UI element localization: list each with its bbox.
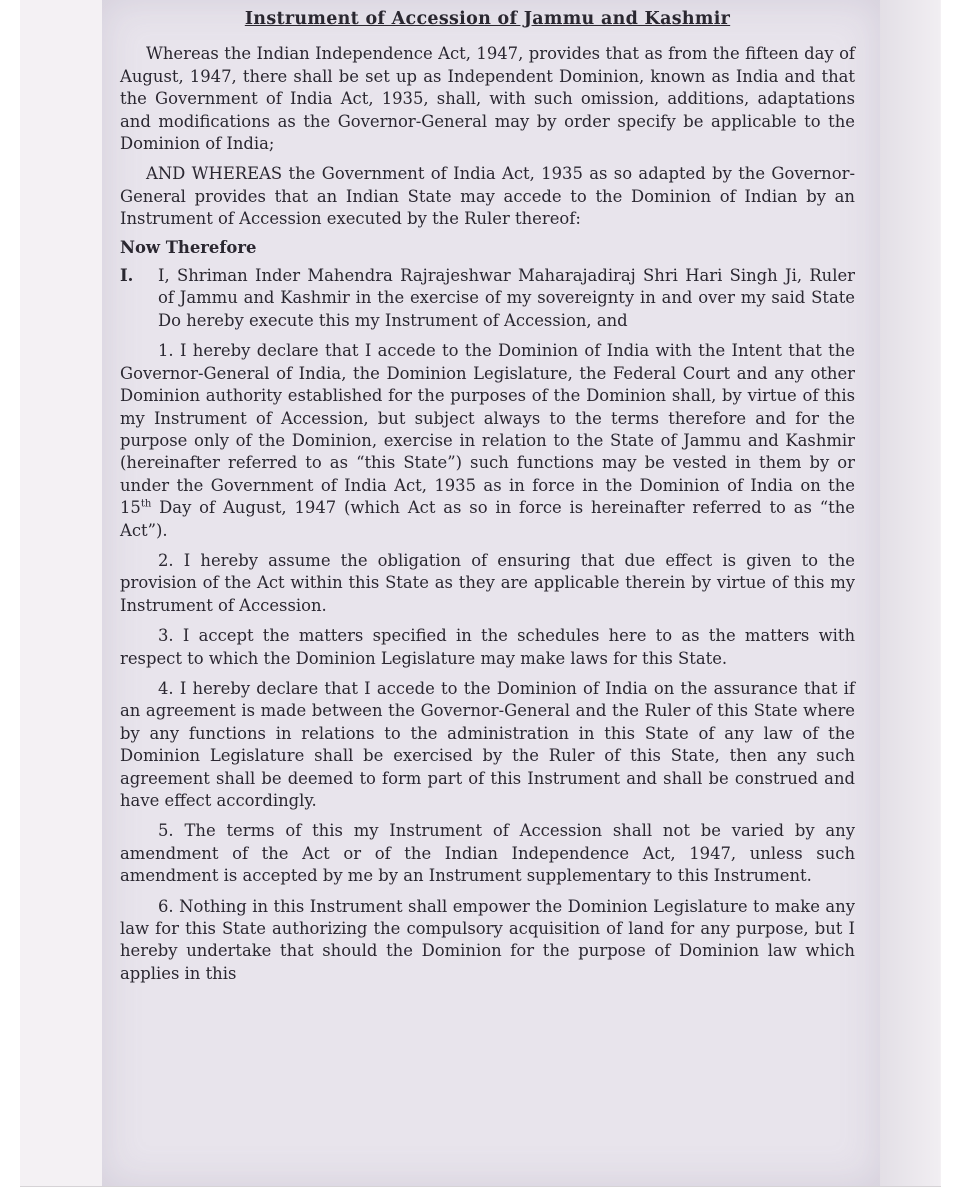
clause-5: 5. The terms of this my Instrument of Accession shall not be varied by any amendment of the Act or of the Indian Independence Act, 1947, unless such amendment is accepted by me by an Instrument supplementary to this Instrument. — [120, 821, 855, 886]
clause-1-text-end: Day of August, 1947 (which Act as so in force is hereinafter referred to as “the Act”). — [120, 498, 855, 540]
document-body — [120, 8, 855, 993]
clause-6: 6. Nothing in this Instrument shall empower the Dominion Legislature to make any law for this State authorizing the compulsory acquisition of land for any purpose, but I hereby undertake that should the Dominion for the purpose of Dominion law which applies in this — [120, 896, 855, 983]
clause-1-superscript: th — [140, 498, 152, 510]
clause-2: 2. I hereby assume the obligation of ensuring that due effect is given to the provision of the Act within this State as they are applicable therein by virtue of this my Instrument of Accession. — [120, 550, 855, 615]
declaration-item — [120, 265, 855, 332]
document-title: Instrument of Accession of Jammu and Kashmir — [244, 9, 731, 29]
declaration-text: I, Shriman Inder Mahendra Rajrajeshwar Maharajadiraj Shri Hari Singh Ji, Ruler of Jammu and Kashmir in the exercise of my sovereignty in and over my said State Do hereby execute this my Instrument of Accession, and — [158, 266, 855, 330]
clause-1-text-start: 1. I hereby declare that I accede to the Dominion of India with the Intent that the Governor-General of India, the Dominion Legislature, the Federal Court and any other Dominion authority established for the purposes of the Dominion shall, by virtue of this my Instrument of Accession, but subject always to the terms therefore and for the purpose only of the Dominion, exercise in relation to the State of Jammu and Kashmir (hereinafter referred to as “this State”) such functions may be vested in them by or under the Government of India Act, 1935 as in force in the Dominion of India on the 15 — [120, 341, 855, 518]
page-edge-shadow — [880, 0, 940, 1186]
section-heading: Now Therefore — [120, 237, 257, 257]
clause-3: 3. I accept the matters specified in the schedules here to as the matters with respect to which the Dominion Legislature may make laws for this State. — [120, 626, 855, 668]
declaration-number: I. — [120, 266, 134, 286]
clause-4: 4. I hereby declare that I accede to the Dominion of India on the assurance that if an agreement is made between the Governor-General and the Ruler of this State where by any functions in relations to the administration in this State of any law of the Dominion Legislature shall be exercised by the Ruler of this State, then any such agreement shall be deemed to form part of this Instrument and shall be construed and have effect accordingly. — [120, 678, 855, 810]
preamble-paragraph-1: Whereas the Indian Independence Act, 1947, provides that as from the fifteen day of August, 1947, there shall be set up as Independent Dominion, known as India and that the Government of India Act, 1935, shall, with such omission, additions, adaptations and modifications as the Governor-General may by order specify be applicable to the Dominion of India; — [120, 44, 855, 154]
preamble-paragraph-2: AND WHEREAS the Government of India Act, 1935 as so adapted by the Governor-General provides that an Indian State may accede to the Dominion of Indian by an Instrument of Accession executed by the Ruler thereof: — [120, 164, 855, 229]
clause-1 — [120, 340, 855, 542]
